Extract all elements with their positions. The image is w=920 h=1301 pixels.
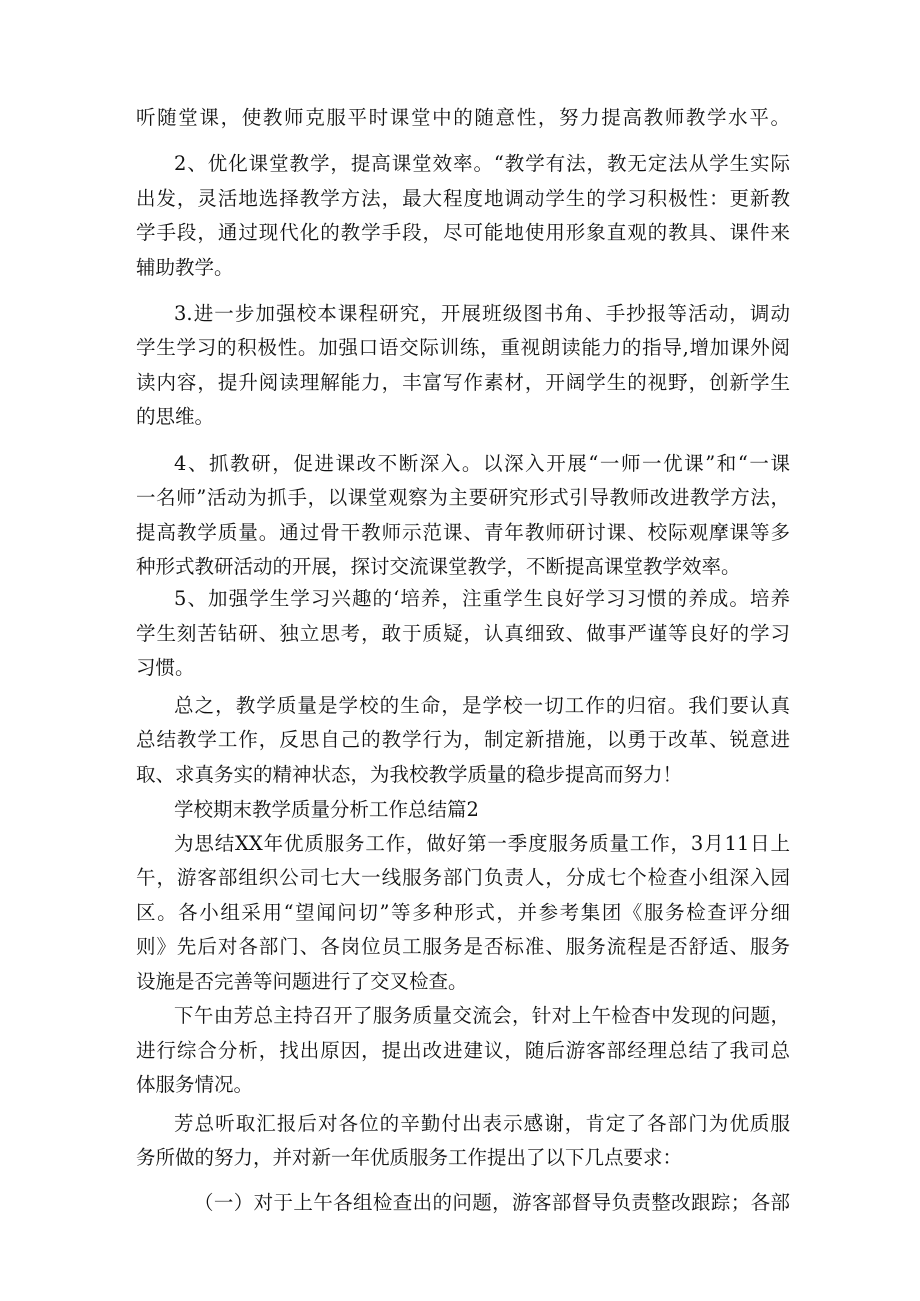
text-line: 总结教学工作，反思自己的教学行为，制定新措施，以勇于改革、锐意进	[136, 728, 790, 751]
text-line: 设施是否完善等问题进行了交叉检查。	[136, 970, 468, 993]
text-line: 取、求真务实的精神状态，为我校教学质量的稳步提高而努力！	[136, 763, 683, 786]
text-line: 出发，灵活地选择教学方法，最大程度地调动学生的学习积极性：更新教	[136, 187, 790, 210]
text-line: 学手段，通过现代化的教学手段，尽可能地使用形象直观的教具、课件来	[136, 221, 790, 244]
section-paragraph-2-line: 下午由芳总主持召开了服务质量交流会，针对上午检杳中发现的问题，	[174, 1004, 790, 1027]
numbered-item-line: （一）对于上午各组检查出的问题，游客部督导负责整改跟踪；各部	[194, 1191, 790, 1214]
paragraph-3-line: 3.进一步加强校本课程研究，开展班级图书角、手抄报等活动，调动	[174, 302, 790, 325]
text-line: 提高教学质量。通过骨干教师示范课、青年教师研讨课、校际观摩课等多	[136, 521, 790, 544]
text-line: 读内容，提升阅读理解能力，丰富写作素材，开阔学生的视野，创新学生	[136, 371, 790, 394]
text-line: 区。各小组采用“望闻问切”等多种形式，并参考集团《服务检查评分细	[136, 901, 790, 924]
text-line: 体服务情况。	[136, 1073, 254, 1096]
text-line: 的思维。	[136, 405, 215, 428]
text-line: 听随堂课，使教师克服平时课堂中的随意性，努力提高教师教学水平。	[136, 106, 790, 129]
paragraph-4-line: 4、抓教研，促进课改不断深入。以深入开展“一师一优课”和“一课	[174, 452, 790, 475]
text-line: 学生刻苦钻研、独立思考，敢于质疑，认真细致、做事严谨等良好的学习	[136, 622, 790, 645]
text-line: 进行综合分析，找出原因，提出改进建议，随后游客部经理总结了我司总	[136, 1039, 790, 1062]
text-line: 午，游客部组织公司七大一线服务部门负责人，分成七个检查小组深入园	[136, 866, 790, 889]
paragraph-2-line: 2、优化课堂教学，提高课堂效率。“教学有法，教无定法从学生实际	[174, 152, 790, 175]
text-line: 习惯。	[136, 656, 195, 679]
section-paragraph-1-line: 为思结XX年优质服务工作，做好第一季度服务质量工作，3月11日上	[174, 832, 790, 855]
text-line: 则》先后对各部门、各岗位员工服务是否标准、服务流程是否舒适、服务	[136, 935, 790, 958]
text-line: 一名师”活动为抓手，以课堂观察为主要研究形式引导教师改进教学方法，	[136, 486, 790, 509]
summary-paragraph-line: 总之，教学质量是学校的生命，是学校一切工作的归宿。我们要认真	[174, 694, 790, 717]
section-heading: 学校期末教学质量分析工作总结篇2	[174, 798, 479, 821]
text-line: 务所做的努力，并对新一年优质服务工作提出了以下几点要求：	[136, 1146, 683, 1169]
text-line: 学生学习的积极性。加强口语交际训练，重视朗读能力的指导,增加课外阅	[136, 336, 790, 359]
section-paragraph-3-line: 芳总听取汇报后对各位的辛勤付出表示感谢，肯定了各部门为优质服	[174, 1112, 790, 1135]
text-line: 种形式教研活动的开展，探讨交流课堂教学，不断提高课堂教学效率。	[136, 555, 741, 578]
paragraph-5-line: 5、加强学生学习兴趣的‘培养，注重学生良好学习习惯的养成。培养	[174, 587, 790, 610]
text-line: 辅助教学。	[136, 256, 234, 279]
